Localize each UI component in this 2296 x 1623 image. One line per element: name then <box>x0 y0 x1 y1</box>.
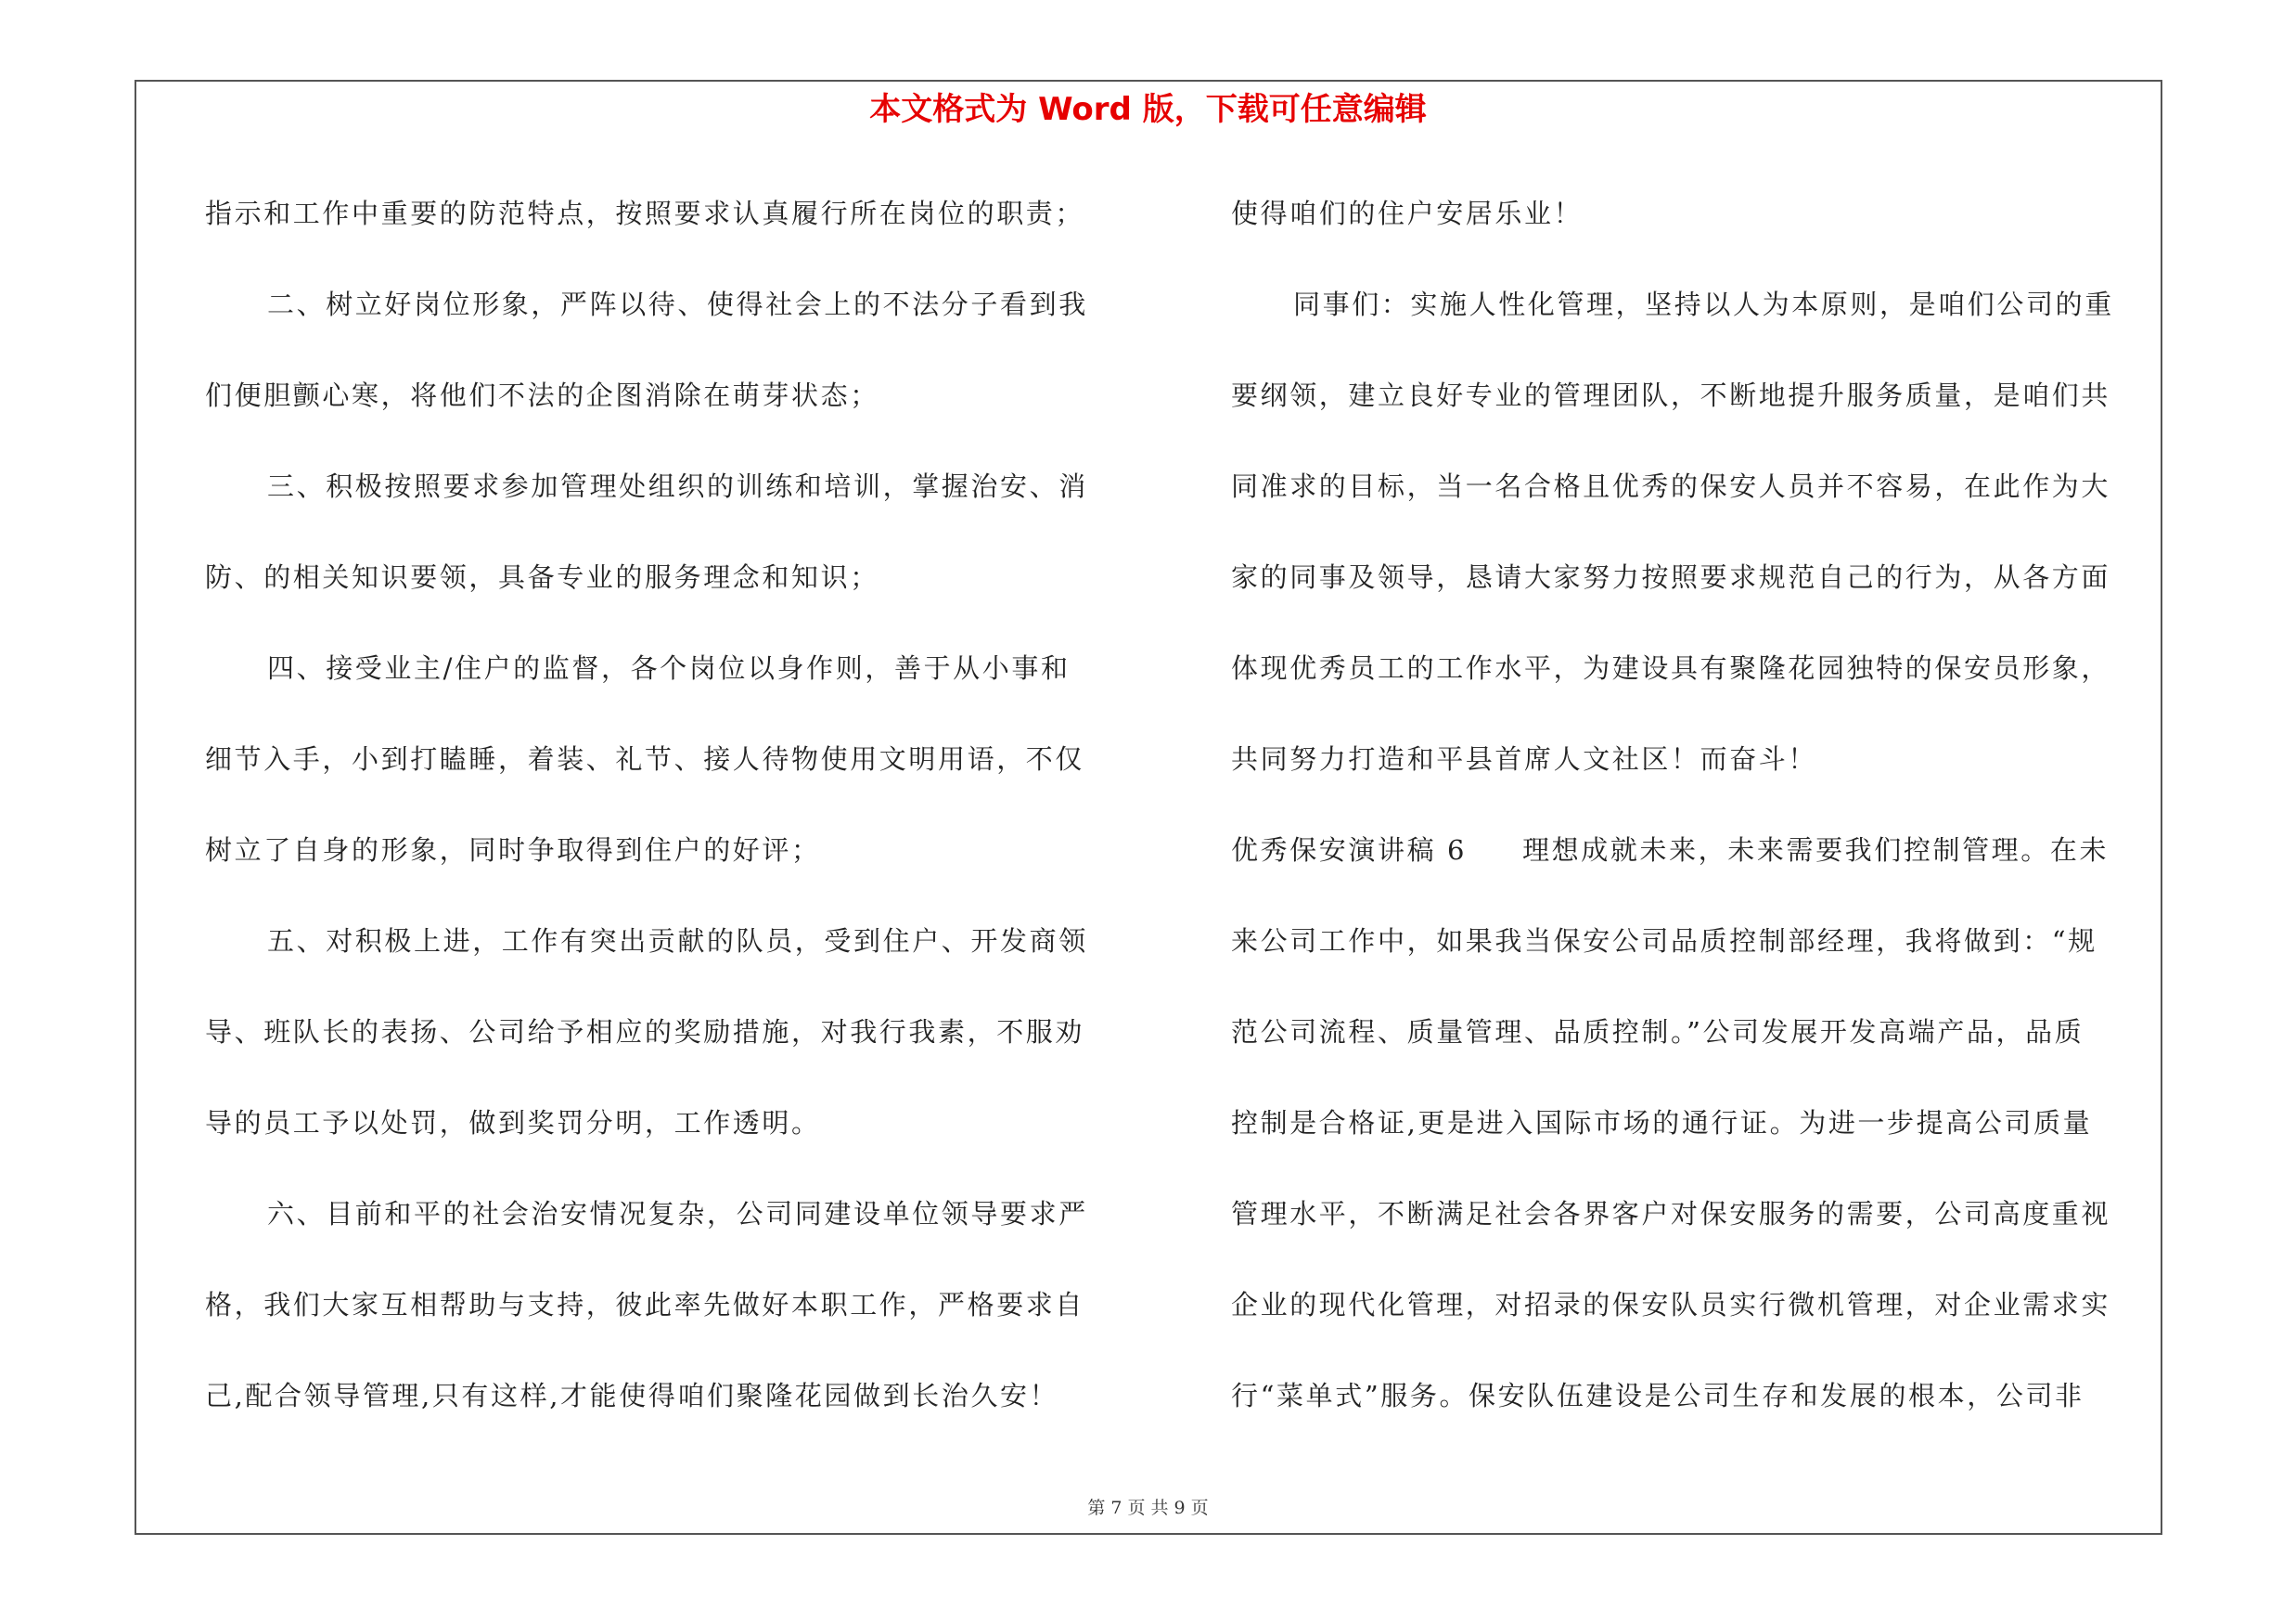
right-line-3: 要纲领，建立良好专业的管理团队，不断地提升服务质量，是咱们共 <box>1231 380 2111 411</box>
right-line-9: 来公司工作中，如果我当保安公司品质控制部经理，我将做到：“规 <box>1231 925 2097 957</box>
right-line-12: 管理水平，不断满足社会各界客户对保安服务的需要，公司高度重视 <box>1231 1198 2111 1230</box>
left-line-6: 四、接受业主/住户的监督，各个岗位以身作则，善于从小事和 <box>267 652 1071 684</box>
left-line-12: 六、目前和平的社会治安情况复杂，公司同建设单位领导要求严 <box>267 1198 1088 1230</box>
section-heading-line <box>1231 822 2149 913</box>
download-note: 本文格式为 Word 版，下载可任意编辑 <box>869 91 1427 128</box>
left-line-1: 指示和工作中重要的防范特点，按照要求认真履行所在岗位的职责； <box>205 198 1085 229</box>
right-line-5: 家的同事及领导，恳请大家努力按照要求规范自己的行为，从各方面 <box>1231 561 2111 593</box>
left-line-13: 格，我们大家互相帮助与支持，彼此率先做好本职工作，严格要求自 <box>205 1289 1085 1320</box>
left-column <box>205 186 1123 1459</box>
left-line-11: 导的员工予以处罚，做到奖罚分明，工作透明。 <box>205 1107 821 1139</box>
left-line-8: 树立了自身的形象，同时争取得到住户的好评； <box>205 834 821 866</box>
right-line-7: 共同努力打造和平县首席人文社区！而奋斗！ <box>1231 743 1818 775</box>
right-line-4: 同准求的目标，当一名合格且优秀的保安人员并不容易，在此作为大 <box>1231 470 2111 502</box>
page-number: 第 7 页 共 9 页 <box>1087 1498 1209 1518</box>
left-line-9: 五、对积极上进，工作有突出贡献的队员，受到住户、开发商领 <box>267 925 1088 957</box>
left-line-14: 己,配合领导管理,只有这样,才能使得咱们聚隆花园做到长治久安！ <box>205 1380 1059 1411</box>
right-column <box>1231 186 2149 1459</box>
heading-trailing-text: 理想成就未来，未来需要我们控制管理。在未 <box>1522 834 2110 866</box>
left-line-4: 三、积极按照要求参加管理处组织的训练和培训，掌握治安、消 <box>267 470 1088 502</box>
right-line-11: 控制是合格证,更是进入国际市场的通行证。为进一步提高公司质量 <box>1231 1107 2093 1139</box>
right-line-6: 体现优秀员工的工作水平，为建设具有聚隆花园独特的保安员形象， <box>1231 652 2111 684</box>
left-line-2: 二、树立好岗位形象，严阵以待、使得社会上的不法分子看到我 <box>267 289 1088 320</box>
section-heading: 优秀保安演讲稿 6 <box>1231 834 1468 866</box>
right-line-13: 企业的现代化管理，对招录的保安队员实行微机管理，对企业需求实 <box>1231 1289 2111 1320</box>
right-line-1: 使得咱们的住户安居乐业！ <box>1231 198 1584 229</box>
left-line-10: 导、班队长的表扬、公司给予相应的奖励措施，对我行我素，不服劝 <box>205 1016 1085 1048</box>
left-line-3: 们便胆颤心寒，将他们不法的企图消除在萌芽状态； <box>205 380 879 411</box>
right-line-2: 同事们：实施人性化管理，坚持以人为本原则，是咱们公司的重 <box>1293 289 2114 320</box>
left-line-7: 细节入手，小到打瞌睡，着装、礼节、接人待物使用文明用语，不仅 <box>205 743 1085 775</box>
right-line-10: 范公司流程、质量管理、品质控制。”公司发展开发高端产品，品质 <box>1231 1016 2084 1048</box>
left-line-5: 防、的相关知识要领，具备专业的服务理念和知识； <box>205 561 879 593</box>
right-line-14: 行“菜单式”服务。保安队伍建设是公司生存和发展的根本，公司非 <box>1231 1380 2084 1411</box>
